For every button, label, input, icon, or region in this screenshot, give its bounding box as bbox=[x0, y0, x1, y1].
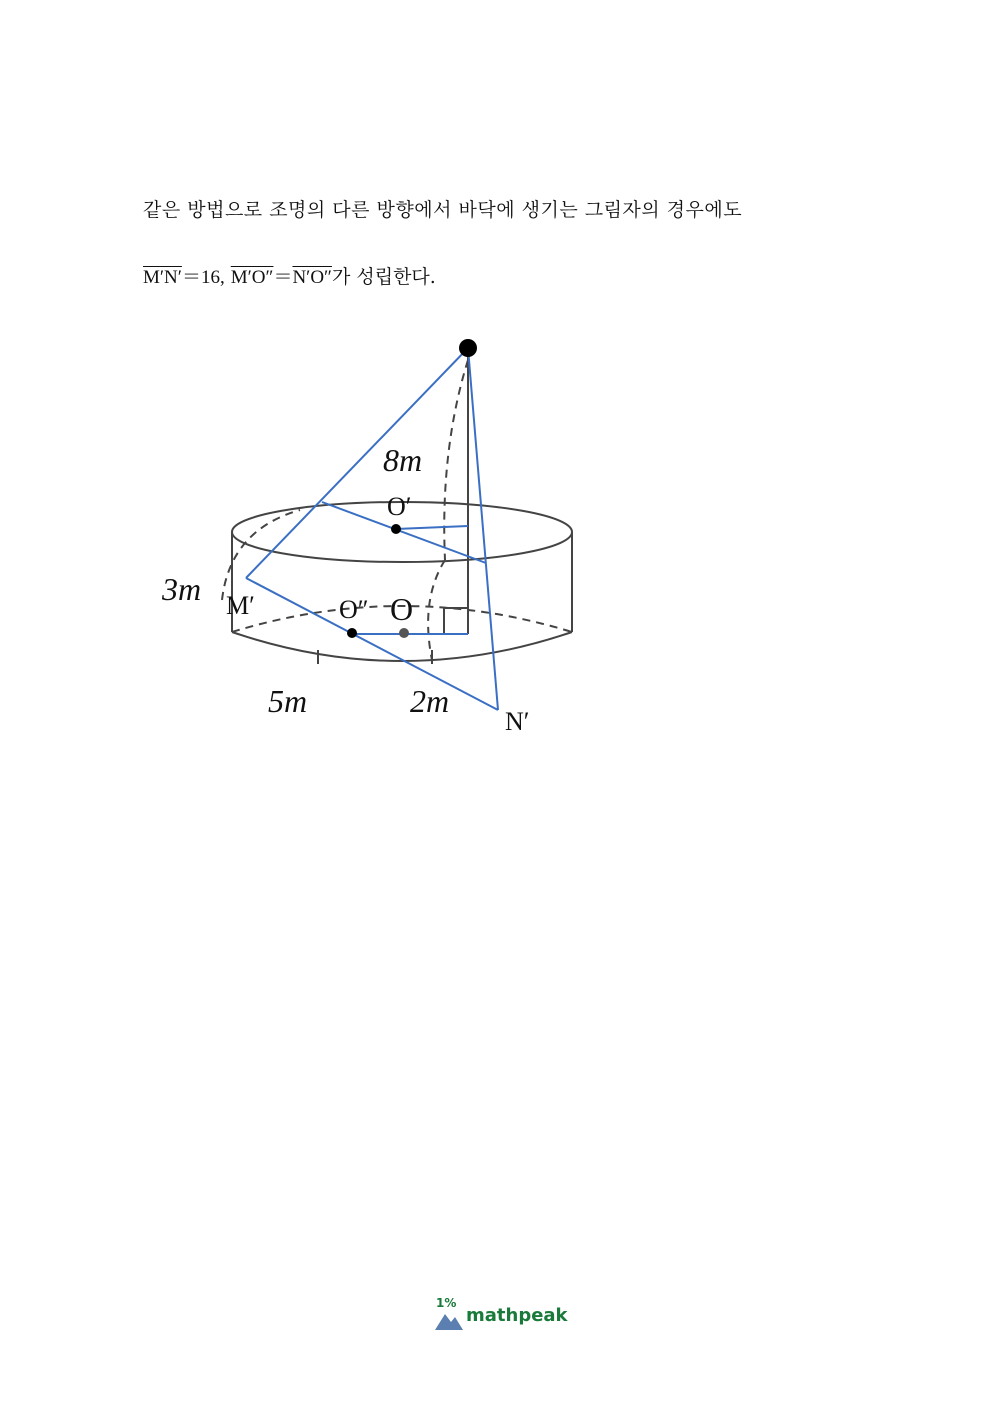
label-o-prime: O′ bbox=[387, 492, 412, 521]
footer-logo bbox=[434, 1296, 574, 1336]
right-distance-label: 2m bbox=[410, 683, 450, 719]
label-m-prime: M′ bbox=[226, 591, 255, 620]
logo-percent: 1% bbox=[436, 1296, 457, 1310]
point-o-double-prime bbox=[347, 628, 357, 638]
left-distance-label: 5m bbox=[268, 683, 308, 719]
equals-sign: ＝ bbox=[273, 267, 293, 288]
segment-mn: M′N′ bbox=[143, 267, 182, 288]
segment-mo: M′O″ bbox=[230, 267, 274, 288]
statement-line-1: 같은 방법으로 조명의 다른 방향에서 바닥에 생기는 그림자의 경우에도 bbox=[143, 199, 743, 221]
point-o-prime bbox=[391, 524, 401, 534]
equals-16: ＝16, bbox=[181, 267, 225, 288]
logo-brand: mathpeak bbox=[466, 1305, 568, 1326]
radius-label: 3m bbox=[162, 571, 202, 607]
point-o bbox=[399, 628, 409, 638]
height-label: 8m bbox=[383, 442, 423, 478]
mountain-icon bbox=[434, 1308, 464, 1332]
statement-line-2 bbox=[143, 262, 436, 289]
conclusion-text: 가 성립한다. bbox=[331, 266, 436, 288]
label-o-double-prime: O″ bbox=[339, 595, 369, 624]
segment-no: N′O″ bbox=[292, 267, 332, 288]
light-source-point bbox=[459, 339, 477, 357]
label-n-prime: N′ bbox=[505, 707, 530, 736]
label-o: O bbox=[390, 591, 414, 627]
cylinder-shadow-figure bbox=[150, 330, 610, 740]
